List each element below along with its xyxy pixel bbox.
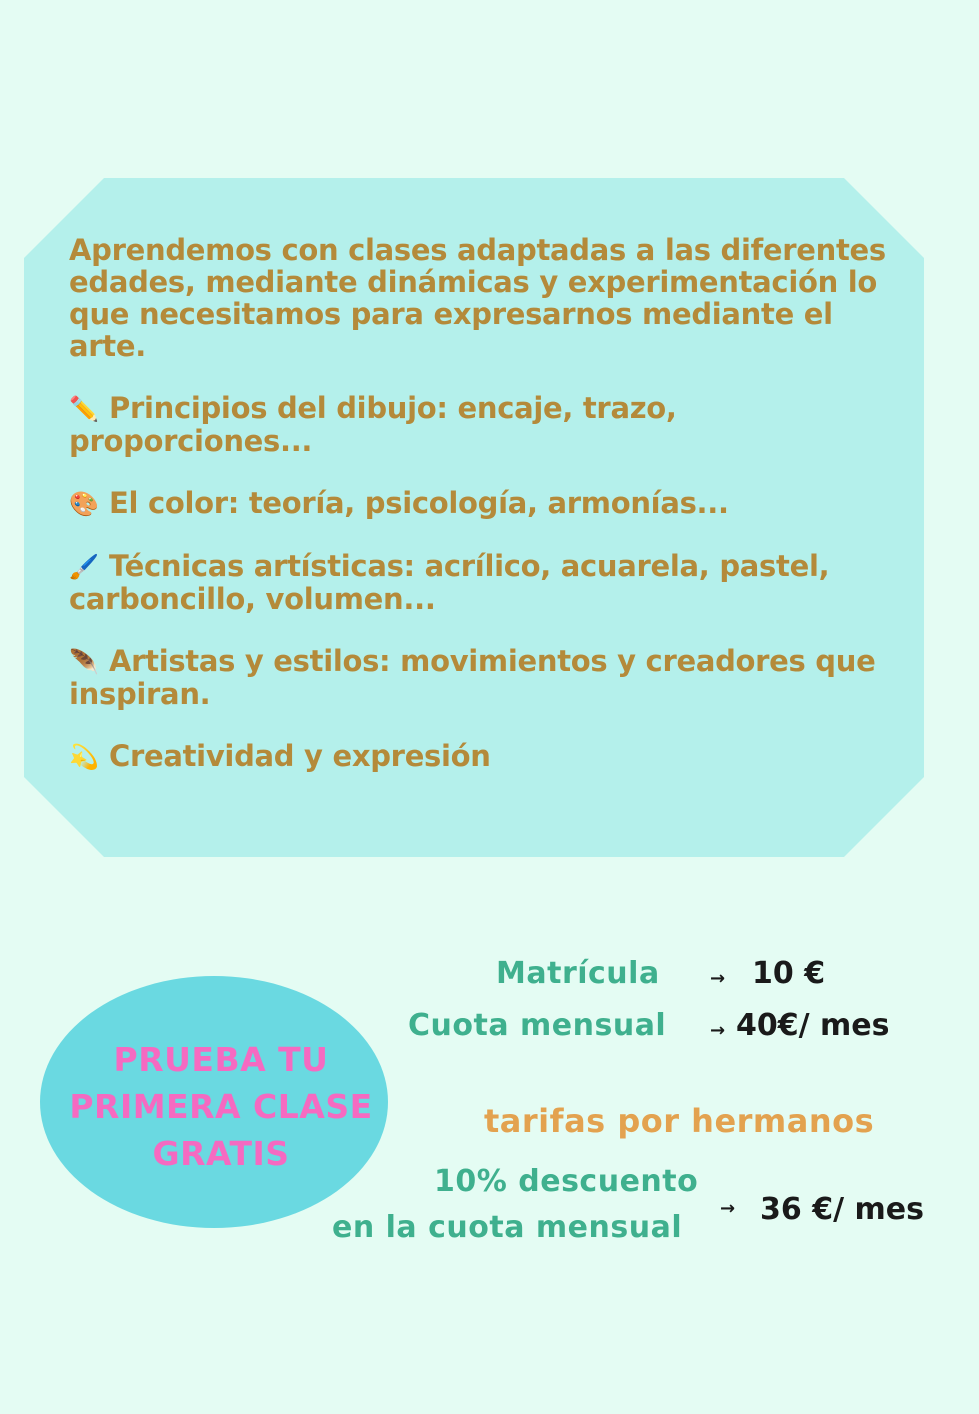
promo-line: PRIMERA CLASE	[69, 1087, 373, 1126]
item-text: Principios del dibujo: encaje, trazo, proporciones...	[69, 391, 677, 458]
discount-line-2: en la cuota mensual	[332, 1210, 683, 1245]
arrow-icon: →	[720, 1198, 736, 1219]
arrow-icon: →	[710, 968, 726, 989]
item-text: Artistas y estilos: movimientos y creadores que inspiran.	[69, 644, 876, 711]
paintbrush-icon: 🖌️	[69, 553, 99, 581]
list-item	[69, 550, 899, 615]
discount-value: 36 €/ mes	[760, 1192, 924, 1227]
list-item	[69, 392, 899, 457]
feather-icon: 🪶	[69, 648, 99, 676]
discount-line-1: 10% descuento	[434, 1164, 699, 1199]
pencil-icon: ✏️	[69, 395, 99, 423]
promo-line: GRATIS	[152, 1134, 290, 1173]
list-item	[69, 487, 899, 520]
item-text: Creatividad y expresión	[109, 739, 491, 773]
cuota-label: Cuota mensual	[408, 1008, 667, 1043]
matricula-value: 10 €	[752, 956, 826, 991]
promo-text	[40, 1036, 402, 1177]
item-text: El color: teoría, psicología, armonías...	[109, 486, 729, 520]
arrow-icon: →	[710, 1020, 726, 1041]
promo-line: PRUEBA TU	[113, 1040, 329, 1079]
siblings-title: tarifas por hermanos	[484, 1102, 875, 1140]
panel-content	[69, 234, 899, 773]
list-item	[69, 645, 899, 710]
cuota-value: 40€/ mes	[736, 1008, 890, 1043]
matricula-label: Matrícula	[496, 956, 660, 991]
intro-paragraph: Aprendemos con clases adaptadas a las diferentes edades, mediante dinámicas y experimentación lo que necesitamos para expresarnos mediante el arte.	[69, 233, 886, 363]
sparkle-star-icon: 💫	[69, 743, 99, 771]
palette-icon: 🎨	[69, 490, 99, 518]
item-text: Técnicas artísticas: acrílico, acuarela, pastel, carboncillo, volumen...	[69, 549, 830, 616]
list-item	[69, 740, 899, 773]
